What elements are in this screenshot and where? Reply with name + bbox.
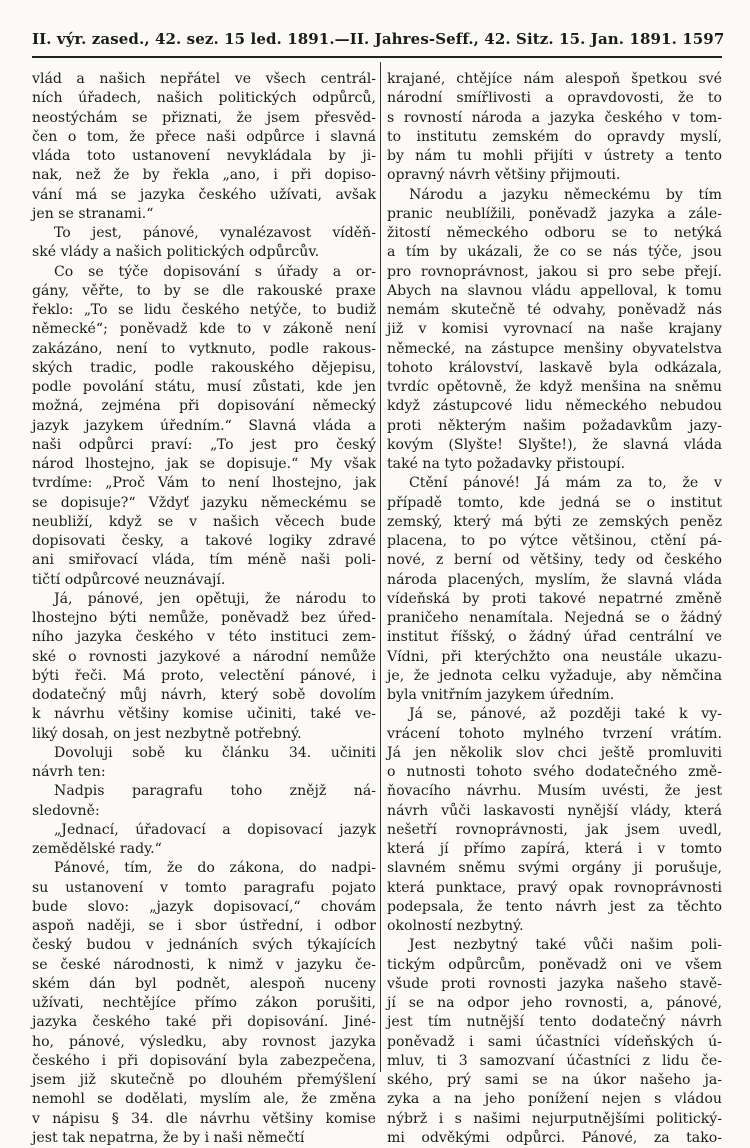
text-line: tvrdíc opětovně, že když menšina na sněmu [387,379,722,395]
text-line: poněvadž i sami účastníci vídeňských ú- [387,1033,722,1050]
text-line: zemský, který má býti ze zemských peněz [387,513,722,530]
text-line: ské vlády a našich politických odpůrcův. [32,244,320,261]
text-line: která punktace, pravý opak rovnoprávnosti [387,879,722,896]
text-line: v nápisu § 34. dle návrhu většiny komise [32,1110,376,1127]
text-column-left [32,70,376,1148]
text-line: Ctění pánové! Já mám za to, že v [409,475,722,492]
text-line: lhostejno býti nemůže, poněvadž bez úřed- [32,610,376,626]
text-line: jsem již skutečně po dlouhém přemýšlení [32,1072,376,1088]
text-line: když zástupcové lidu německého nebudou [387,398,722,415]
text-line: vlád a našich nepřátel ve všech centrál- [32,71,376,87]
text-line: žitostí německého odboru se to netýká [387,225,722,241]
text-line: nak, než že by řekla „ano, i při dopiso- [32,167,376,184]
text-line: nešetří rovnoprávnosti, jak jsem uvedl, [387,821,722,838]
text-line: vídeňská by proti takové nepatrné změně [387,590,722,607]
text-line: dodatečný můj návrh, který sobě dovolím [32,687,376,703]
text-line: opravný návrh většiny přijmouti. [387,167,621,184]
text-line: tohoto království, laskavě byla odkázala, [387,359,722,376]
text-line: je, že jednota celku vyžaduje, aby němčina [387,667,722,684]
text-line: Já, pánové, jen opětuji, že národu to [54,590,376,607]
text-line: neubliží, když se v našich věcech bude [32,513,376,530]
text-line: placena, to po výtce většinou, ctění pá- [387,533,722,549]
text-line: a tím by ukázali, že co se nás týče, jsou [387,244,722,261]
text-line: národ lhostejno, jak se dopisuje.“ My však [32,456,376,472]
text-line: vrácení tohoto mylného tvrzení vrátím. [387,725,722,742]
text-line: bude slovo: „jazyk dopisovací,“ chovám [32,898,376,915]
text-line: národa placených, myslím, že slavná vláda [387,571,722,588]
text-line: vání má se jazyka českého užívati, avšak [32,186,376,203]
text-line: ské o rovnosti jazykové a národní nemůže [32,648,376,665]
text-line: zyka a na jeho ponížení nejen s vládou [387,1091,722,1108]
text-line: aspoň naději, se i sbor ústřední, i odbor [32,918,376,934]
header-czech: II. výr. zased., 42. sez. 15 led. 1891. [32,30,335,48]
text-line: pranic neublížili, poněvadž jazyka a zále- [387,205,722,222]
text-line: tickým odpůrcům, poněvadž oni ve všem [387,956,722,973]
text-line: která jí přímo zapírá, která i v tomto [387,841,722,857]
text-line: všude proti rovnosti jazyka našeho stavě- [387,975,722,992]
text-line: nýbrž i s našimi nejurputnějšími politický- [387,1110,722,1127]
text-line: čen o tom, že přece naši odpůrce i slavná [32,128,376,145]
text-line: mluv, ti 3 samozvaní účastníci z lidu če- [387,1052,722,1069]
text-line: podle povolání státu, musí zůstati, kde jen [32,379,376,395]
text-line: již v komisi vyrovnací na naše krajany [387,321,722,338]
text-line: sledovně: [32,802,100,819]
text-line: kovým (Slyšte! Slyšte!), že slavná vláda [387,436,722,453]
text-line: ských tradic, podle rakouského dějepisu, [32,359,376,376]
text-line: tičtí odpůrcové neuznávají. [32,571,226,588]
text-line: užívati, nechtějíce přímo zákon porušiti, [32,995,376,1011]
header-rule [32,56,722,58]
text-line: jazyk jazykem úředním.“ Slavná vláda a [32,417,376,434]
text-line: k návrhu většiny komise učiniti, také ve- [32,706,376,723]
text-line: to institutu zemském do opravdy myslí, [387,128,722,145]
text-line: jest tím nutnější tento dodatečný návrh [387,1014,722,1031]
text-line: ních úřadech, našich politických odpůrců, [32,90,376,107]
text-line: ňovacího návrhu. Musím uvésti, že jest [387,783,722,800]
text-line: německé, na zástupce menšiny obyvatelstva [387,340,722,357]
text-line: Pánové, tím, že do zákona, do nadpi- [54,860,376,877]
text-line: su ustanovení v tomto paragrafu pojato [32,879,376,896]
text-line: s rovností národa a jazyka českého v tom- [387,109,722,126]
text-line: ho, pánové, výsledku, aby rovnost jazyka [32,1033,376,1050]
text-line: o nutnosti tohoto svého dodatečného změ- [387,764,722,780]
text-line: podepsala, že tento návrh jest za těchto [387,898,722,915]
text-line: institut říšský, o žádný úřad centrální ve [387,629,722,646]
text-line: Abych na slavnou vládu appelloval, k tomu [387,282,722,299]
text-line: by nám tu mohli přijíti v ústrety a tento [387,148,722,164]
text-line: jest tak nepatrna, že by i naši němečtí [32,1129,305,1146]
text-line: „Jednací, úřadovací a dopisovací jazyk [54,821,376,838]
text-line: ském dán byl podnět, alespoň nuceny [32,975,376,992]
text-line: Jest nezbytný také vůči našim poli- [409,937,722,954]
text-line: krajané, chtějíce nám alespoň špetkou své [387,71,722,87]
text-line: řeklo: „To se lidu českého netýče, to budiž [32,302,376,318]
text-line: pro rovnoprávnost, jakou si pro sebe přejí. [387,263,722,280]
header-dash: — [334,30,350,48]
text-line: dopisovati česky, a takové logiky zdravé [32,533,376,549]
text-line: tvrdíme: „Proč Vám to není lhostejno, jak [32,475,376,492]
text-line: ského, prý sami se na úkor našeho ja- [387,1072,722,1088]
text-line: byla vnitřním jazykem úředním. [387,687,615,703]
text-line: návrh ten: [32,764,106,780]
text-line: se dopisuje?“ Vždyť jazyku německému se [32,494,376,511]
column-divider [380,62,381,1072]
text-line: ního jazyka českého v této instituci zem- [32,629,376,646]
text-line: také na tyto požadavky přistoupí. [387,456,626,472]
text-line: jen se stranami.“ [32,205,154,222]
text-line: českého i při dopisování byla zabezpečena, [32,1052,376,1069]
text-line: naši odpůrci praví: „To jest pro český [32,436,376,453]
text-line: jazyka českého také při dopisování. Jiné- [32,1014,376,1031]
text-line: Národu a jazyku německému by tím [409,186,722,203]
text-column-right [387,70,722,1148]
text-line: národní smířlivosti a opravdovosti, že to [387,90,722,107]
text-line: proti některým našim požadavkům jazy- [387,417,722,434]
text-line: Nadpis paragrafu toho znějž ná- [54,783,376,800]
text-line: zemědělské rady.“ [32,841,162,857]
text-line: nemohl se dodělati, myslím ale, že změna [32,1091,376,1108]
text-line: Co se týče dopisování s úřady a or- [54,263,376,280]
text-line: gány, věřte, to by se dle rakouské praxe [32,282,376,299]
text-line: se české národnosti, k nimž v jazyku če- [32,956,376,973]
text-line: Dovoluji sobě ku článku 34. učiniti [54,744,376,761]
text-line: případě tomto, kde jedná se o institut [387,494,722,511]
text-line: neostýchám se přiznati, že jsem přesvěd- [32,109,376,126]
header-german-and-page-number: II. Jahres-Seff., 42. Sitz. 15. Jan. 1891. 1597 [349,30,725,48]
text-line: vláda toto ustanovení nevykládala by ji- [32,148,376,164]
text-line: zakázáno, není to vytknuto, podle rakous- [32,340,376,357]
text-line: okolností nezbytný. [387,918,524,934]
text-line: praničeho nenamítala. Nejedná se o žádný [387,610,722,626]
text-line: mi odvěkými odpůrci. Pánové, za tako- [387,1129,722,1146]
text-line: slavném sněmu svými orgány ji porušuje, [387,860,722,877]
text-line: Vídni, při kterýchžto ona neustále ukazu- [387,648,722,665]
text-line: návrh vůči laskavosti nynější vlády, která [387,802,722,819]
text-line: liký dosah, on jest nezbytně potřebný. [32,725,302,742]
text-line: To jest, pánové, vynalézavost víděň- [54,225,376,241]
text-line: nové, z berní od většiny, tedy od českého [387,552,722,569]
text-line: český budou v jednáních svých týkajících [32,937,376,954]
text-line: býti řeči. Má proto, velectění pánové, i [32,667,376,684]
page-header [32,30,725,48]
text-line: německé“; poněvadž kde to v zákoně není [32,321,376,338]
text-line: nemám skutečně té odvahy, poněvadž nás [387,302,722,318]
text-line: možná, zejména při dopisování německý [32,398,376,415]
text-line: jí se na odpor jeho rovnosti, a, pánové, [387,995,722,1011]
text-line: ani smiřovací vláda, tím méně naši poli- [32,552,376,569]
text-line: Já se, pánové, až později také k vy- [409,706,722,723]
text-line: Já jen několik slov chci ještě promluviti [387,744,722,761]
